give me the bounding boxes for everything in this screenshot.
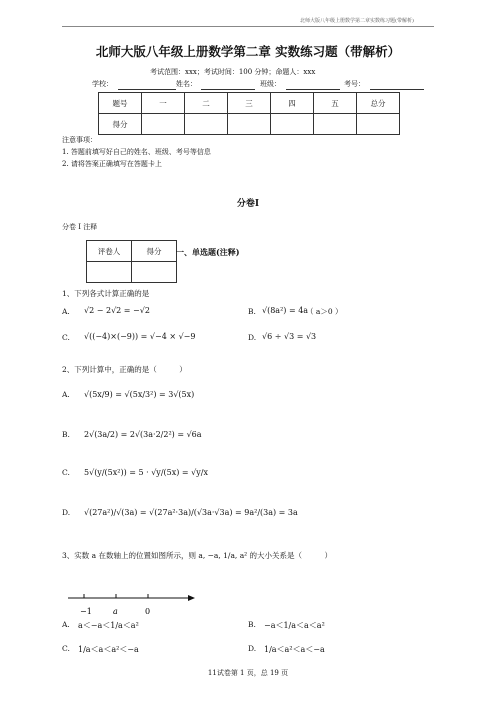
name-label: 姓名：: [176, 80, 197, 88]
page-footer: 11试卷第 1 页，总 19 页: [207, 669, 289, 677]
question-stem: 3、实数 a 在数轴上的位置如图所示，则 a, −a, 1/a, a² 的大小关系是（ ）: [62, 551, 333, 560]
option-expression: √2 − 2√2 = −√2: [84, 306, 150, 315]
grader-cell[interactable]: [132, 262, 177, 283]
option-label: D.: [62, 508, 71, 517]
option-label: B.: [248, 620, 256, 629]
option-label: D.: [248, 333, 257, 342]
class-blank[interactable]: [286, 89, 340, 90]
score-row-label: 得分: [99, 114, 142, 135]
option-label: B.: [62, 430, 70, 439]
score-cell[interactable]: [142, 114, 185, 135]
notes-heading: 注意事项：: [62, 136, 97, 144]
tick-label: a: [113, 607, 118, 616]
score-cell[interactable]: [357, 114, 400, 135]
option-expression: 5√(y/(5x²)) = 5 · √y/(5x) = √y/x: [84, 468, 208, 477]
option-label: C.: [62, 468, 70, 477]
option-expression: √((−4)×(−9)) = √−4 × √−9: [84, 332, 196, 341]
option-label: A.: [62, 307, 70, 316]
header-rule: [62, 26, 434, 27]
score-header-cell: 题号: [99, 93, 142, 114]
axis-arrow: [188, 595, 195, 601]
option-label: B.: [248, 307, 256, 316]
question-stem: 1、下列各式计算正确的是: [62, 289, 150, 298]
section-title: 分卷I: [236, 199, 260, 209]
score-header-cell: 一: [142, 93, 185, 114]
score-header-cell: 四: [271, 93, 314, 114]
option-expression: a＜−a＜1/a＜a²: [78, 621, 139, 630]
option-expression: √(8a²) = 4a: [262, 306, 309, 315]
exam-meta-line: 考试范围：xxx；考试时间：100 分钟；命题人：xxx: [150, 68, 316, 76]
option-expression: 2√(3a/2) = 2√(3a·2/2²) = √6a: [84, 430, 202, 439]
score-header-cell: 二: [185, 93, 228, 114]
grader-cell[interactable]: [87, 262, 132, 283]
score-header-cell: 三: [228, 93, 271, 114]
option-label: C.: [62, 333, 70, 342]
option-label: A.: [62, 620, 70, 629]
score-cell[interactable]: [228, 114, 271, 135]
note-item: 1. 答题前填写好自己的姓名、班级、考号等信息: [62, 148, 211, 156]
grader-header-row: [87, 241, 177, 262]
score-table: [98, 92, 400, 135]
note-item: 2. 请将答案正确填写在答题卡上: [62, 160, 162, 168]
grader-col-label: 得分: [132, 241, 177, 262]
score-cell[interactable]: [271, 114, 314, 135]
name-blank[interactable]: [201, 89, 255, 90]
tick-label: 0: [145, 607, 151, 616]
option-expression: √6 ÷ √3 = √3: [262, 332, 317, 341]
exam-no-label: 考号：: [344, 80, 365, 88]
option-note: （ a＞0 ）: [306, 307, 343, 316]
option-expression: √(27a²)/√(3a) = √(27a²·3a)/(√3a·√3a) = 9a²/(3a) = 3a: [84, 508, 298, 517]
option-label: C.: [62, 644, 70, 653]
page-title: 北师大版八年级上册数学第二章 实数练习题（带解析）: [95, 44, 401, 59]
option-expression: 1/a＜a²＜a＜−a: [264, 645, 325, 654]
running-header: 北师大版八年级上册数学第二章实数练习题(带解析): [300, 18, 414, 24]
class-label: 班级：: [260, 80, 281, 88]
grader-col-label: 评卷人: [87, 241, 132, 262]
school-label: 学校：: [92, 80, 113, 88]
exam-no-blank[interactable]: [370, 89, 424, 90]
option-label: D.: [248, 644, 257, 653]
option-label: A.: [62, 390, 70, 399]
question-stem: 2、下列计算中，正确的是（ ）: [62, 365, 187, 374]
score-table-score-row: [99, 114, 400, 135]
grader-entry-row: [87, 262, 177, 283]
score-cell[interactable]: [185, 114, 228, 135]
grader-table: [86, 240, 177, 283]
option-expression: 1/a＜a＜a²＜−a: [78, 645, 139, 654]
score-cell[interactable]: [314, 114, 357, 135]
number-line: [68, 590, 198, 620]
tick-label: −1: [80, 607, 92, 616]
school-blank[interactable]: [118, 89, 176, 90]
score-table-header-row: [99, 93, 400, 114]
option-expression: √(5x/9) = √(5x/3²) = 3√(5x): [84, 390, 195, 399]
part-title: 一、单选题(注释): [176, 247, 240, 257]
option-expression: −a＜1/a＜a＜a²: [264, 621, 325, 630]
score-header-cell: 五: [314, 93, 357, 114]
score-header-cell: 总分: [357, 93, 400, 114]
section-subtitle: 分卷 I 注释: [62, 223, 98, 231]
